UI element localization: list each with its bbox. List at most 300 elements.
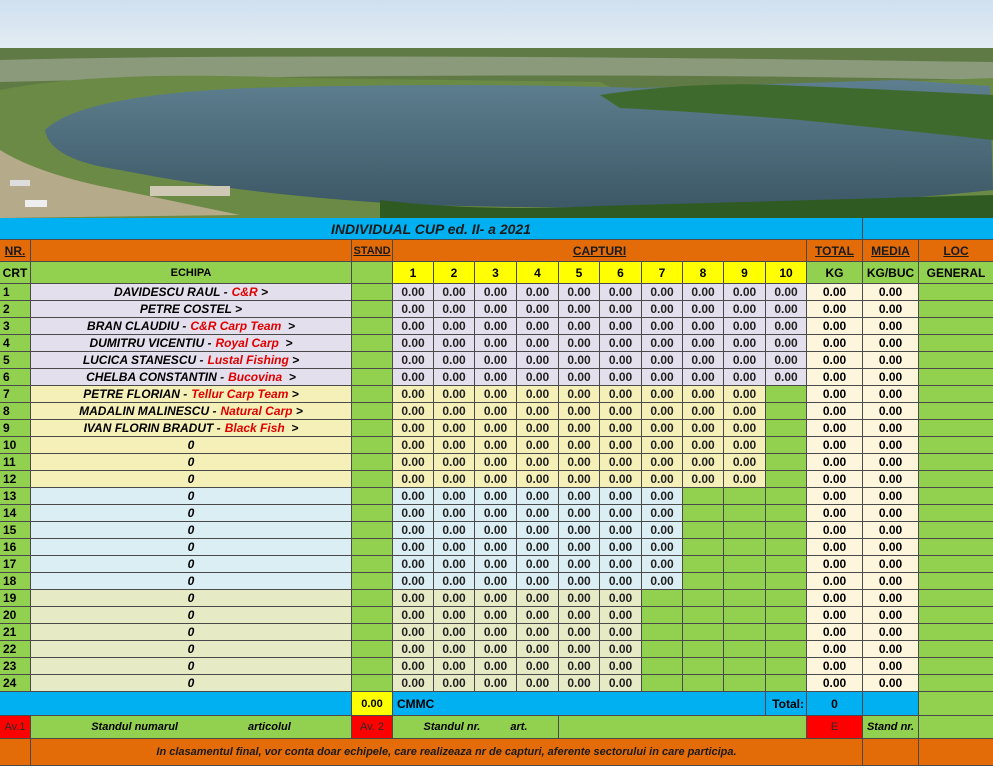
catch-value: 0.00 xyxy=(517,437,559,454)
cmmc-label: CMMC xyxy=(393,692,766,716)
catch-value: 0.00 xyxy=(393,437,434,454)
catch-value: 0.00 xyxy=(393,573,434,590)
catch-value: 0.00 xyxy=(766,301,807,318)
catch-value: 0.00 xyxy=(475,352,517,369)
catch-value: 0.00 xyxy=(393,658,434,675)
team-name-cell xyxy=(31,352,352,369)
team-name-cell xyxy=(31,658,352,675)
catch-value: 0.00 xyxy=(517,386,559,403)
media-value: 0.00 xyxy=(863,369,919,386)
catch-value: 0.00 xyxy=(642,471,683,488)
competitor-name: 0 xyxy=(187,608,195,622)
competitor-name: DUMITRU VICENTIU - xyxy=(89,336,212,350)
row-number: 17 xyxy=(0,556,31,573)
catch-value: 0.00 xyxy=(642,454,683,471)
catch-empty xyxy=(683,556,724,573)
general-place-cell xyxy=(919,556,993,573)
catch-value: 0.00 xyxy=(517,403,559,420)
catch-value: 0.00 xyxy=(393,386,434,403)
row-arrow: > xyxy=(284,421,299,435)
team-name-cell xyxy=(31,556,352,573)
media-value: 0.00 xyxy=(863,641,919,658)
stand-cell xyxy=(352,556,393,573)
art-label: art. xyxy=(510,721,528,733)
catch-value: 0.00 xyxy=(393,522,434,539)
header-total: TOTAL xyxy=(807,240,863,262)
catch-value: 0.00 xyxy=(724,420,766,437)
catch-value: 0.00 xyxy=(642,318,683,335)
stand-cell xyxy=(352,522,393,539)
catch-empty xyxy=(766,505,807,522)
header-nr: NR. xyxy=(0,240,31,262)
media-value: 0.00 xyxy=(863,505,919,522)
catch-empty xyxy=(642,624,683,641)
club-name: Tellur Carp Team xyxy=(191,387,289,401)
media-value: 0.00 xyxy=(863,352,919,369)
media-value: 0.00 xyxy=(863,556,919,573)
catch-empty xyxy=(683,675,724,692)
catch-empty xyxy=(766,607,807,624)
catch-value: 0.00 xyxy=(434,573,475,590)
catch-value: 0.00 xyxy=(559,505,600,522)
catch-value: 0.00 xyxy=(434,437,475,454)
catch-empty xyxy=(724,556,766,573)
catch-value: 0.00 xyxy=(475,590,517,607)
row-number: 1 xyxy=(0,284,31,301)
catch-value: 0.00 xyxy=(600,624,642,641)
competitor-name: 0 xyxy=(187,642,195,656)
row-number: 2 xyxy=(0,301,31,318)
general-place-cell xyxy=(919,437,993,454)
total-kg-value: 0.00 xyxy=(807,522,863,539)
team-name-cell xyxy=(31,539,352,556)
catch-value: 0.00 xyxy=(559,352,600,369)
catch-value: 0.00 xyxy=(600,522,642,539)
catch-value: 0.00 xyxy=(766,352,807,369)
competitor-name: MADALIN MALINESCU - xyxy=(79,404,217,418)
catch-value: 0.00 xyxy=(559,641,600,658)
catch-value: 0.00 xyxy=(434,420,475,437)
row-arrow: > xyxy=(281,319,295,333)
catch-value: 0.00 xyxy=(600,386,642,403)
footer-spacer-2 xyxy=(863,692,919,716)
catch-empty xyxy=(766,675,807,692)
team-name-cell xyxy=(31,454,352,471)
team-name-cell xyxy=(31,403,352,420)
general-place-cell xyxy=(919,420,993,437)
total-kg-value: 0.00 xyxy=(807,335,863,352)
catch-value: 0.00 xyxy=(600,284,642,301)
catch-value: 0.00 xyxy=(434,658,475,675)
catch-value: 0.00 xyxy=(642,437,683,454)
catch-value: 0.00 xyxy=(475,658,517,675)
catch-empty xyxy=(642,590,683,607)
competitor-name: 0 xyxy=(187,455,195,469)
catch-value: 0.00 xyxy=(393,284,434,301)
catch-empty xyxy=(766,590,807,607)
catch-value: 0.00 xyxy=(683,471,724,488)
stand-cell xyxy=(352,573,393,590)
header-catch-3: 3 xyxy=(475,262,517,284)
catch-empty xyxy=(724,488,766,505)
header-media: MEDIA xyxy=(863,240,919,262)
team-name-cell xyxy=(31,505,352,522)
total-kg-value: 0.00 xyxy=(807,539,863,556)
catch-empty xyxy=(724,573,766,590)
stand-nr-label: Stand nr. xyxy=(863,716,919,739)
catch-value: 0.00 xyxy=(559,590,600,607)
catch-value: 0.00 xyxy=(600,675,642,692)
catch-value: 0.00 xyxy=(393,301,434,318)
media-value: 0.00 xyxy=(863,573,919,590)
catch-value: 0.00 xyxy=(600,318,642,335)
catch-value: 0.00 xyxy=(683,386,724,403)
catch-value: 0.00 xyxy=(475,522,517,539)
catch-value: 0.00 xyxy=(393,607,434,624)
catch-value: 0.00 xyxy=(475,403,517,420)
stand-cell xyxy=(352,369,393,386)
catch-value: 0.00 xyxy=(517,624,559,641)
catch-value: 0.00 xyxy=(434,522,475,539)
header-catch-4: 4 xyxy=(517,262,559,284)
catch-value: 0.00 xyxy=(517,522,559,539)
catch-empty xyxy=(766,471,807,488)
header-loc: LOC xyxy=(919,240,993,262)
club-name: C&R Carp Team xyxy=(190,319,282,333)
catch-value: 0.00 xyxy=(600,590,642,607)
catch-value: 0.00 xyxy=(559,624,600,641)
catch-value: 0.00 xyxy=(642,573,683,590)
total-kg-value: 0.00 xyxy=(807,573,863,590)
general-place-cell xyxy=(919,590,993,607)
catch-value: 0.00 xyxy=(724,454,766,471)
catch-value: 0.00 xyxy=(600,471,642,488)
row-arrow: > xyxy=(288,353,300,367)
catch-value: 0.00 xyxy=(559,556,600,573)
catch-value: 0.00 xyxy=(393,335,434,352)
club-name: Lustal Fishing xyxy=(207,353,289,367)
catch-value: 0.00 xyxy=(600,556,642,573)
catch-value: 0.00 xyxy=(724,284,766,301)
catch-value: 0.00 xyxy=(475,437,517,454)
general-place-cell xyxy=(919,522,993,539)
stand-cell xyxy=(352,539,393,556)
row-number: 4 xyxy=(0,335,31,352)
catch-value: 0.00 xyxy=(559,301,600,318)
catch-value: 0.00 xyxy=(642,386,683,403)
competitor-name: CHELBA CONSTANTIN - xyxy=(86,370,225,384)
catch-value: 0.00 xyxy=(434,403,475,420)
row-number: 10 xyxy=(0,437,31,454)
competitor-name: PETRE FLORIAN - xyxy=(83,387,188,401)
catch-empty xyxy=(724,607,766,624)
total-kg-value: 0.00 xyxy=(807,658,863,675)
media-value: 0.00 xyxy=(863,624,919,641)
catch-value: 0.00 xyxy=(434,641,475,658)
catch-value: 0.00 xyxy=(559,437,600,454)
catch-value: 0.00 xyxy=(642,522,683,539)
catch-empty xyxy=(766,420,807,437)
catch-empty xyxy=(724,590,766,607)
catch-value: 0.00 xyxy=(517,675,559,692)
total-kg-value: 0.00 xyxy=(807,505,863,522)
catch-value: 0.00 xyxy=(600,573,642,590)
catch-value: 0.00 xyxy=(475,284,517,301)
total-kg-value: 0.00 xyxy=(807,556,863,573)
total-kg-value: 0.00 xyxy=(807,403,863,420)
total-kg-value: 0.00 xyxy=(807,590,863,607)
catch-value: 0.00 xyxy=(475,624,517,641)
media-value: 0.00 xyxy=(863,335,919,352)
catch-value: 0.00 xyxy=(724,386,766,403)
catch-value: 0.00 xyxy=(517,335,559,352)
media-value: 0.00 xyxy=(863,437,919,454)
competitor-name: DAVIDESCU RAUL - xyxy=(114,285,228,299)
catch-empty xyxy=(766,573,807,590)
catch-value: 0.00 xyxy=(600,505,642,522)
catch-value: 0.00 xyxy=(600,301,642,318)
catch-empty xyxy=(642,658,683,675)
club-name: Royal Carp xyxy=(215,336,279,350)
catch-value: 0.00 xyxy=(559,386,600,403)
catch-value: 0.00 xyxy=(434,318,475,335)
general-place-cell xyxy=(919,624,993,641)
note-spacer-2 xyxy=(863,739,919,766)
catch-value: 0.00 xyxy=(642,505,683,522)
av2-label: Av. 2 xyxy=(352,716,393,739)
catch-value: 0.00 xyxy=(475,454,517,471)
catch-value: 0.00 xyxy=(434,335,475,352)
row-arrow: > xyxy=(257,285,268,299)
general-place-cell xyxy=(919,573,993,590)
stand-cell xyxy=(352,437,393,454)
standul-nr-label: Standul nr. xyxy=(423,721,481,733)
row-number: 5 xyxy=(0,352,31,369)
catch-value: 0.00 xyxy=(559,284,600,301)
catch-value: 0.00 xyxy=(683,369,724,386)
competitor-name: PETRE COSTEL > xyxy=(139,302,243,316)
catch-value: 0.00 xyxy=(434,454,475,471)
team-name-cell xyxy=(31,624,352,641)
catch-value: 0.00 xyxy=(559,335,600,352)
team-name-cell xyxy=(31,607,352,624)
catch-value: 0.00 xyxy=(517,658,559,675)
general-place-cell xyxy=(919,301,993,318)
catch-empty xyxy=(724,624,766,641)
catch-value: 0.00 xyxy=(559,318,600,335)
catch-value: 0.00 xyxy=(724,437,766,454)
team-name-cell xyxy=(31,335,352,352)
catch-empty xyxy=(683,539,724,556)
team-name-cell xyxy=(31,318,352,335)
stand-cell xyxy=(352,420,393,437)
row-number: 24 xyxy=(0,675,31,692)
catch-empty xyxy=(683,488,724,505)
media-value: 0.00 xyxy=(863,420,919,437)
team-name-cell xyxy=(31,471,352,488)
catch-value: 0.00 xyxy=(393,420,434,437)
catch-value: 0.00 xyxy=(517,318,559,335)
catch-empty xyxy=(766,624,807,641)
title-spacer xyxy=(863,218,993,240)
catch-empty xyxy=(766,386,807,403)
general-place-cell xyxy=(919,539,993,556)
standul-nr-cell xyxy=(393,716,559,739)
general-place-cell xyxy=(919,471,993,488)
catch-value: 0.00 xyxy=(475,369,517,386)
stand-cell xyxy=(352,590,393,607)
total-kg-value: 0.00 xyxy=(807,369,863,386)
row-number: 9 xyxy=(0,420,31,437)
club-name: Black Fish xyxy=(224,421,285,435)
total-kg-value: 0.00 xyxy=(807,437,863,454)
catch-empty xyxy=(683,505,724,522)
total-kg-value: 0.00 xyxy=(807,386,863,403)
general-place-cell xyxy=(919,318,993,335)
catch-empty xyxy=(766,539,807,556)
row-arrow: > xyxy=(292,404,303,418)
standul-numarul-label: Standul numarul xyxy=(91,721,178,733)
catch-empty xyxy=(683,573,724,590)
catch-empty xyxy=(683,607,724,624)
team-name-cell xyxy=(31,420,352,437)
stand-cell xyxy=(352,301,393,318)
catch-empty xyxy=(683,590,724,607)
stand-total-value: 0.00 xyxy=(352,692,393,716)
catch-value: 0.00 xyxy=(475,675,517,692)
catch-value: 0.00 xyxy=(393,352,434,369)
footer-blank-2 xyxy=(919,716,993,739)
catch-value: 0.00 xyxy=(600,658,642,675)
catch-value: 0.00 xyxy=(517,488,559,505)
header-catch-9: 9 xyxy=(724,262,766,284)
catch-value: 0.00 xyxy=(434,301,475,318)
competitor-name: BRAN CLAUDIU - xyxy=(87,319,187,333)
row-number: 6 xyxy=(0,369,31,386)
team-name-cell xyxy=(31,675,352,692)
competitor-name: 0 xyxy=(187,591,195,605)
team-name-cell xyxy=(31,488,352,505)
catch-value: 0.00 xyxy=(642,284,683,301)
catch-value: 0.00 xyxy=(600,641,642,658)
stand-cell xyxy=(352,641,393,658)
row-number: 8 xyxy=(0,403,31,420)
catch-value: 0.00 xyxy=(434,284,475,301)
total-kg-value: 0.00 xyxy=(807,284,863,301)
catch-empty xyxy=(642,607,683,624)
catch-value: 0.00 xyxy=(517,352,559,369)
general-place-cell xyxy=(919,658,993,675)
competitor-name: 0 xyxy=(187,625,195,639)
catch-value: 0.00 xyxy=(642,352,683,369)
row-number: 23 xyxy=(0,658,31,675)
general-place-cell xyxy=(919,386,993,403)
catch-value: 0.00 xyxy=(600,403,642,420)
competitor-name: 0 xyxy=(187,506,195,520)
catch-value: 0.00 xyxy=(766,284,807,301)
stand-cell xyxy=(352,675,393,692)
general-place-cell xyxy=(919,675,993,692)
catch-value: 0.00 xyxy=(517,301,559,318)
catch-empty xyxy=(766,658,807,675)
competitor-name: 0 xyxy=(187,540,195,554)
header-catch-6: 6 xyxy=(600,262,642,284)
general-place-cell xyxy=(919,607,993,624)
catch-empty xyxy=(724,658,766,675)
catch-value: 0.00 xyxy=(642,420,683,437)
media-value: 0.00 xyxy=(863,318,919,335)
stand-cell xyxy=(352,471,393,488)
catch-empty xyxy=(724,675,766,692)
header-catch-5: 5 xyxy=(559,262,600,284)
catch-value: 0.00 xyxy=(559,454,600,471)
catch-value: 0.00 xyxy=(766,318,807,335)
total-kg-value: 0.00 xyxy=(807,641,863,658)
catch-value: 0.00 xyxy=(766,369,807,386)
media-value: 0.00 xyxy=(863,284,919,301)
row-arrow: > xyxy=(278,336,293,350)
catch-empty xyxy=(683,624,724,641)
general-place-cell xyxy=(919,352,993,369)
catch-value: 0.00 xyxy=(434,505,475,522)
general-place-cell xyxy=(919,488,993,505)
footer-blank xyxy=(559,716,807,739)
header-crt: CRT xyxy=(0,262,31,284)
total-kg-value: 0.00 xyxy=(807,318,863,335)
catch-empty xyxy=(766,488,807,505)
catch-value: 0.00 xyxy=(683,335,724,352)
catch-value: 0.00 xyxy=(559,658,600,675)
catch-empty xyxy=(642,675,683,692)
catch-empty xyxy=(766,556,807,573)
catch-value: 0.00 xyxy=(766,335,807,352)
catch-value: 0.00 xyxy=(434,675,475,692)
catch-value: 0.00 xyxy=(683,437,724,454)
catch-empty xyxy=(724,539,766,556)
team-name-cell xyxy=(31,522,352,539)
competitor-name: 0 xyxy=(187,676,195,690)
competitor-name: 0 xyxy=(187,489,195,503)
catch-value: 0.00 xyxy=(517,573,559,590)
row-number: 13 xyxy=(0,488,31,505)
catch-value: 0.00 xyxy=(559,573,600,590)
stand-cell xyxy=(352,284,393,301)
team-name-cell xyxy=(31,641,352,658)
header-kgbuc: KG/BUC xyxy=(863,262,919,284)
general-place-cell xyxy=(919,454,993,471)
catch-empty xyxy=(724,505,766,522)
club-name: Natural Carp xyxy=(220,404,293,418)
catch-value: 0.00 xyxy=(475,386,517,403)
row-number: 14 xyxy=(0,505,31,522)
media-value: 0.00 xyxy=(863,522,919,539)
total-kg-value: 0.00 xyxy=(807,624,863,641)
stand-cell xyxy=(352,488,393,505)
catch-value: 0.00 xyxy=(475,539,517,556)
stand-cell xyxy=(352,454,393,471)
header-echipa: ECHIPA xyxy=(31,262,352,284)
row-number: 16 xyxy=(0,539,31,556)
catch-empty xyxy=(766,454,807,471)
stand-cell xyxy=(352,403,393,420)
e-label: E xyxy=(807,716,863,739)
catch-value: 0.00 xyxy=(559,607,600,624)
catch-value: 0.00 xyxy=(475,335,517,352)
catch-empty xyxy=(766,403,807,420)
catch-value: 0.00 xyxy=(600,488,642,505)
catch-value: 0.00 xyxy=(559,403,600,420)
team-name-cell xyxy=(31,284,352,301)
